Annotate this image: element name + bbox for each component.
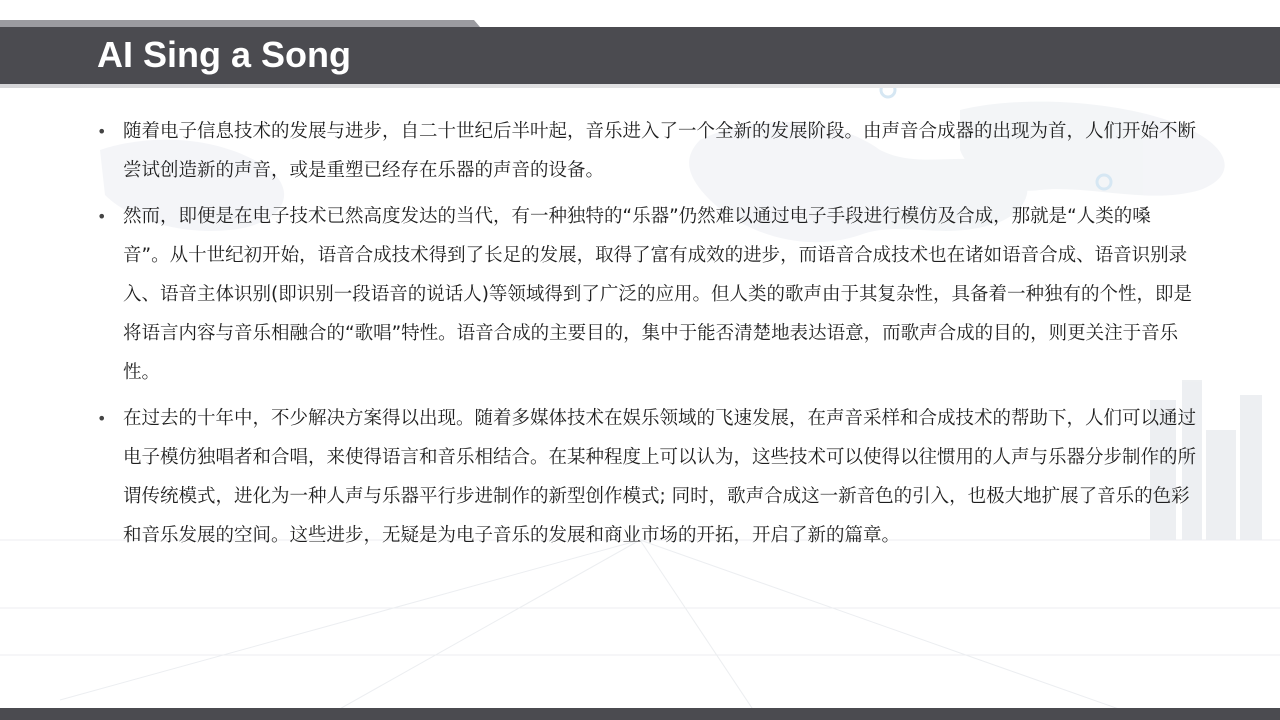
- slide-title: AI Sing a Song: [97, 34, 352, 75]
- bullet-dot-icon: •: [97, 409, 107, 428]
- bullet-dot-icon: •: [97, 122, 107, 141]
- footer-bar: [0, 708, 1280, 720]
- bullet-item: [97, 399, 1197, 555]
- bullet-item: [97, 197, 1197, 392]
- bullet-text: 随着电子信息技术的发展与进步，自二十世纪后半叶起，音乐进入了一个全新的发展阶段。由声音合成器的出现为首，人们开始不断尝试创造新的声音，或是重塑已经存在乐器的声音的设备。: [123, 121, 1197, 181]
- header-underline: [0, 84, 1280, 88]
- header-accent-stripe: [0, 20, 480, 27]
- bullet-item: [97, 112, 1197, 190]
- bullet-text: 然而，即便是在电子技术已然高度发达的当代，有一种独特的“乐器”仍然难以通过电子手段进行模仿及合成，那就是“人类的嗓音”。从十世纪初开始，语音合成技术得到了长足的发展，取得了富有成效的进步，而语音合成技术也在诸如语音合成、语音识别录入、语音主体识别(即识别一段语音的说话人)等领域得到了广泛的应用。但人类的歌声由于其复杂性，具备着一种独有的个性，即是将语言内容与音乐相融合的“歌唱”特性。语音合成的主要目的，集中于能否清楚地表达语意，而歌声合成的目的，则更关注于音乐性。: [123, 206, 1192, 383]
- bullet-list: [97, 112, 1197, 562]
- bullet-text: 在过去的十年中，不少解决方案得以出现。随着多媒体技术在娱乐领域的飞速发展，在声音采样和合成技术的帮助下，人们可以通过电子模仿独唱者和合唱，来使得语言和音乐相结合。在某种程度上可以认为，这些技术可以使得以往惯用的人声与乐器分步制作的所谓传统模式，进化为一种人声与乐器平行步进制作的新型创作模式; 同时，歌声合成这一新音色的引入，也极大地扩展了音乐的色彩和音乐发展的空间。这些进步，无疑是为电子音乐的发展和商业市场的开拓，开启了新的篇章。: [123, 408, 1197, 546]
- bullet-dot-icon: •: [97, 207, 107, 226]
